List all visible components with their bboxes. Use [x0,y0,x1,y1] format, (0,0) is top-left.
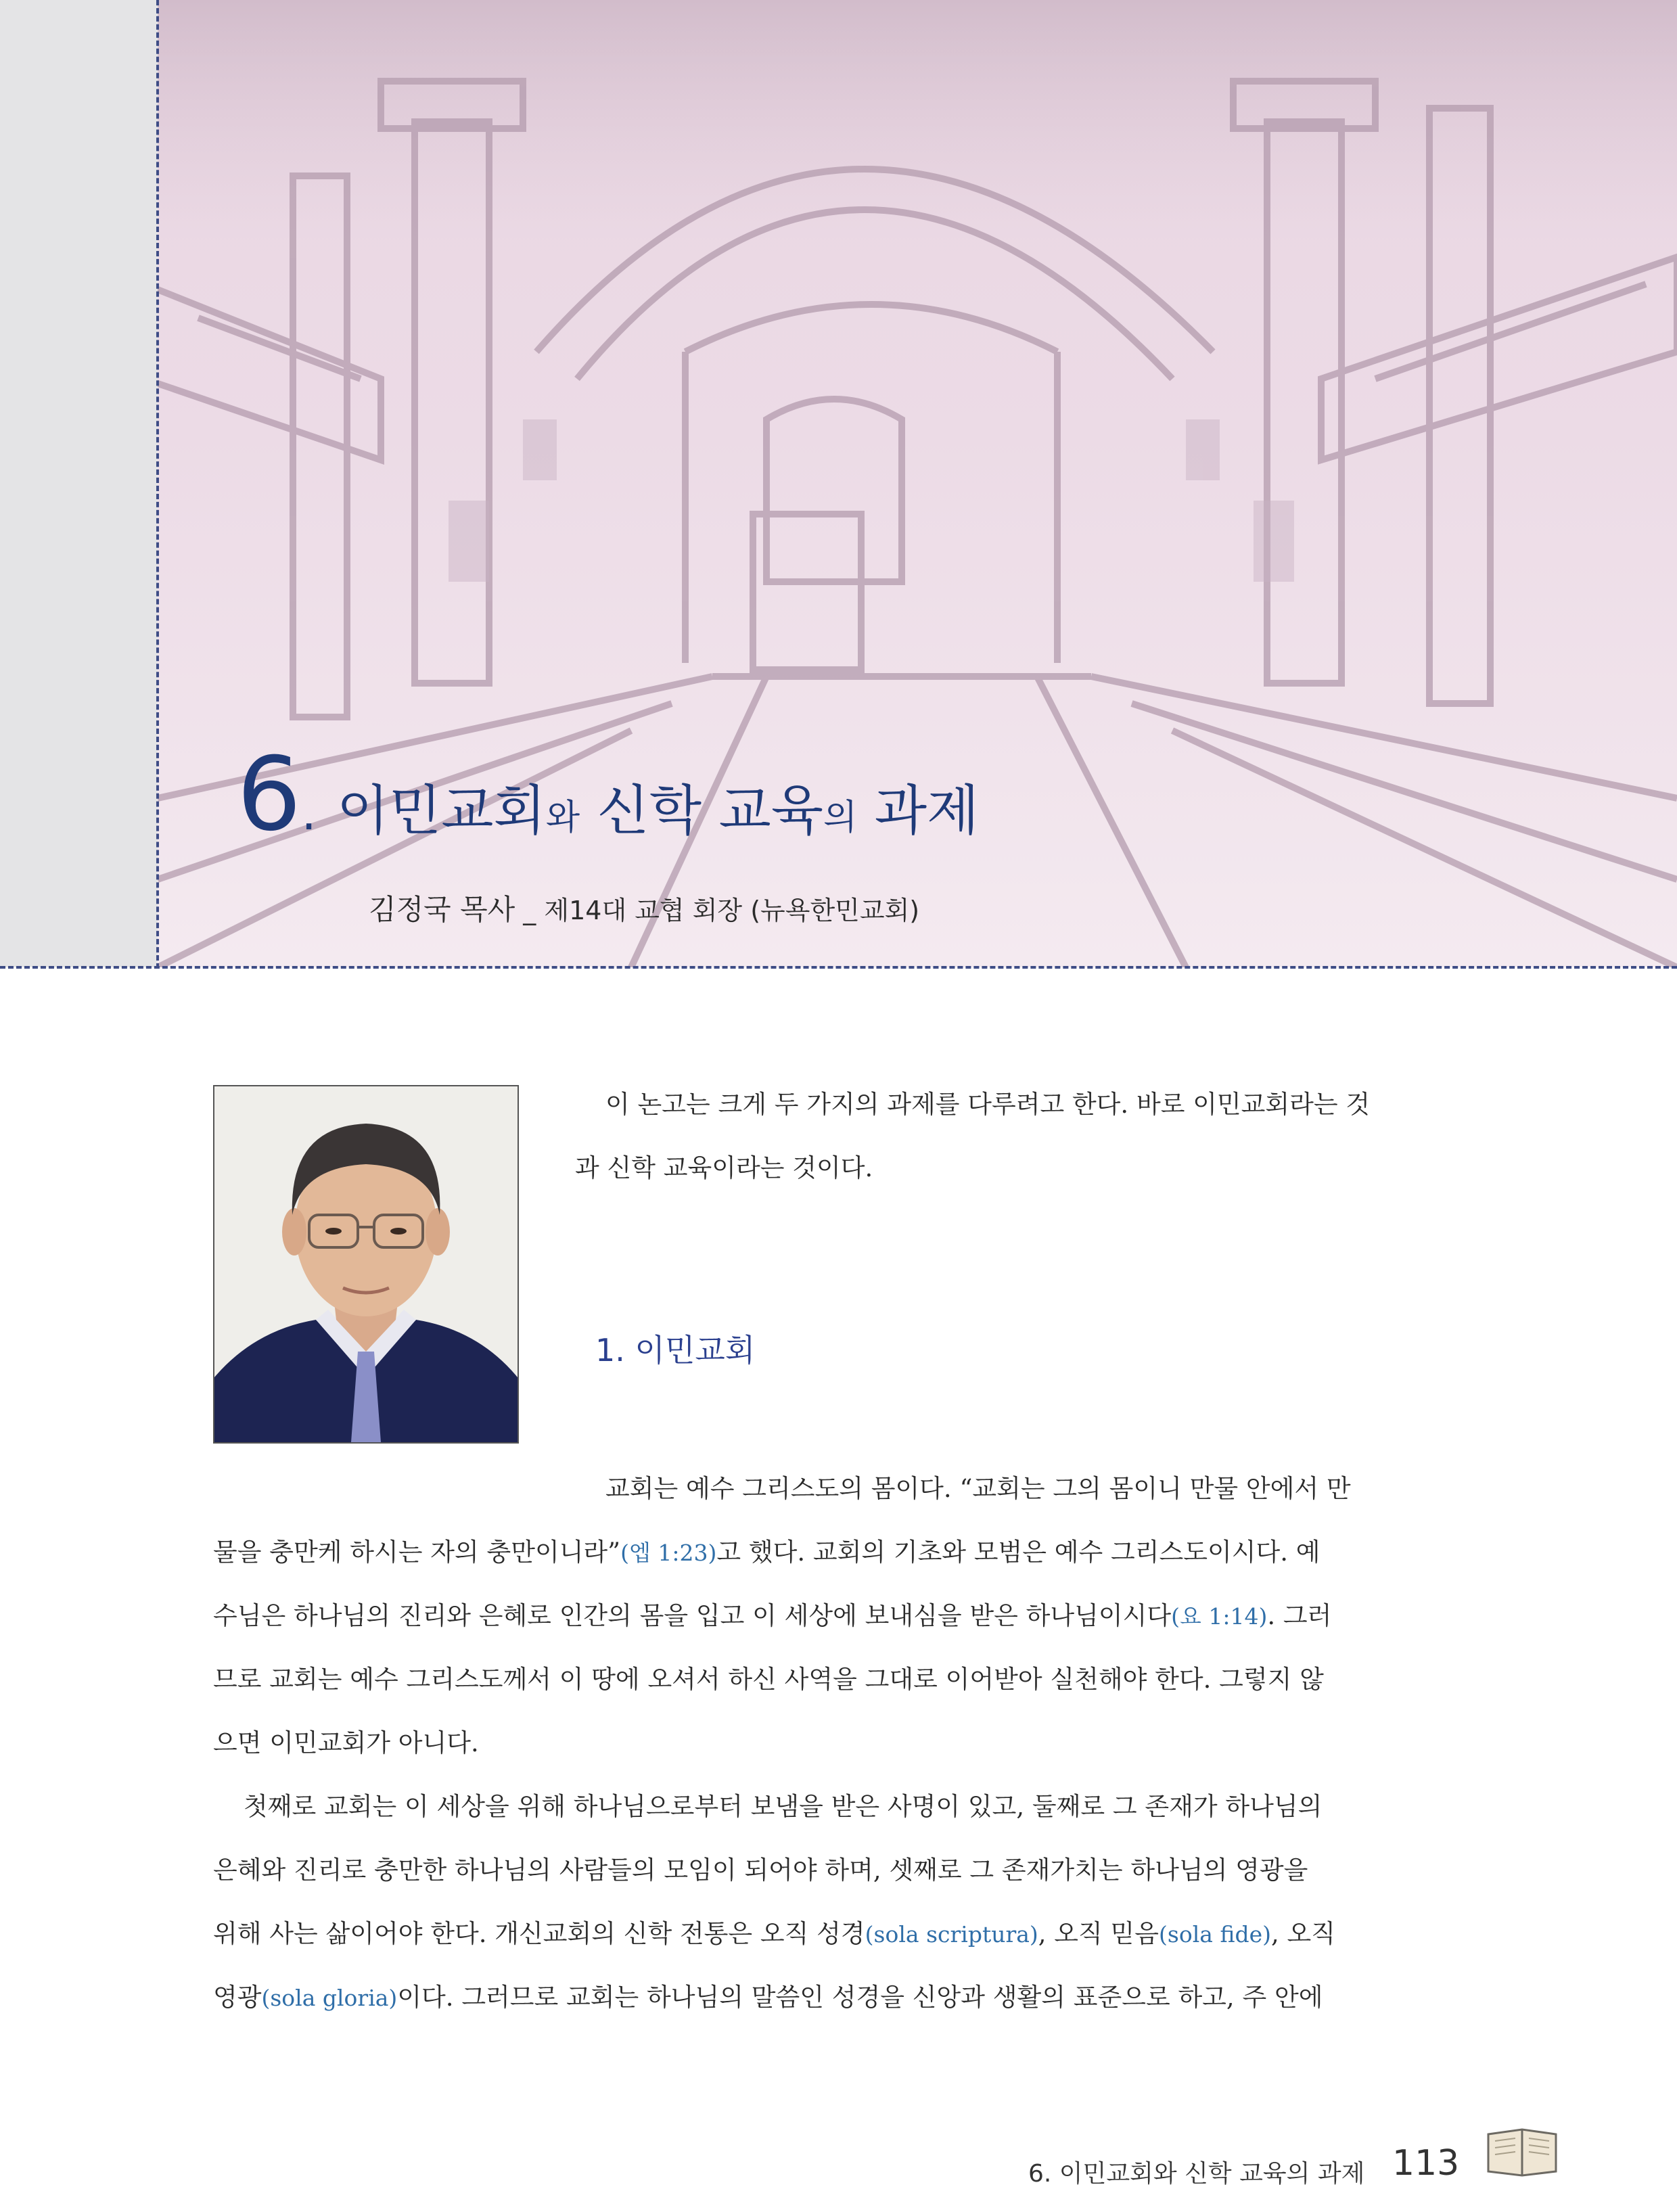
intro-line-1: 이 논고는 크게 두 가지의 과제를 다루려고 한다. 바로 이민교회라는 것 [605,1090,1371,1119]
chapter-number-dot: . [301,785,317,841]
p1-line-1: 교회는 예수 그리스도의 몸이다. “교회는 그의 몸이니 만물 안에서 만 [605,1474,1351,1503]
bible-reference: (엡 1:23) [620,1540,717,1566]
p2-line-3b: , 오직 믿음 [1038,1919,1159,1948]
page-number: 113 [1392,2143,1460,2184]
p2-line-3 [213,1902,1451,1966]
p1-line-2b: 고 했다. 교회의 기초와 모범은 예수 그리스도이시다. 예 [716,1538,1320,1567]
portrait-image [214,1086,518,1442]
latin-term: (sola scriptura) [865,1921,1038,1948]
side-strip [0,0,158,967]
author-line [369,888,919,928]
intro-line-2: 과 신학 교육이라는 것이다. [575,1153,873,1182]
latin-term: (sola fide) [1159,1921,1271,1948]
chapter-number: 6 [237,736,302,854]
p1-line-3b: . 그러 [1267,1601,1332,1630]
author-role: _ 제14대 교협 회장 (뉴욕한민교회) [515,896,920,925]
title-connector2: 의 [823,798,858,838]
p1-line-2a: 물을 충만케 하시는 자의 충만이니라” [213,1538,621,1567]
author-name: 김정국 목사 [369,893,515,926]
p2-line-1: 첫째로 교회는 이 세상을 위해 하나님으로부터 보냄을 받은 사명이 있고, 둘째로 그 존재가 하나님의 [244,1792,1323,1821]
p1-line-4: 므로 교회는 예수 그리스도께서 이 땅에 오셔서 하신 사역을 그대로 이어받아 실천해야 한다. 그렇지 않 [213,1665,1324,1694]
p2-line-2: 은혜와 진리로 충만한 하나님의 사람들의 모임이 되어야 하며, 셋째로 그 존재가치는 하나님의 영광을 [213,1856,1308,1885]
chapter-title [237,736,980,854]
p1-line-2 [213,1521,1451,1585]
bible-reference: (요 1:14) [1171,1603,1268,1630]
p2-line-4 [213,1966,1451,2030]
title-part3: 과제 [857,779,980,842]
chapter-title-text [337,767,980,845]
book-icon [1485,2124,1559,2178]
p1-line-3a: 수님은 하나님의 진리와 은혜로 인간의 몸을 입고 이 세상에 보내심을 받은 하나님이시다 [213,1601,1172,1630]
p2-line-3a: 위해 사는 삶이어야 한다. 개신교회의 신학 전통은 오직 성경 [213,1919,865,1948]
latin-term: (sola gloria) [261,1985,398,2011]
title-connector1: 와 [545,798,580,838]
p2-line-3c: , 오직 [1270,1919,1335,1948]
p2-line-4b: 이다. 그러므로 교회는 하나님의 말씀인 성경을 신앙과 생활의 표준으로 하고, 주 안에 [397,1983,1323,2012]
vertical-dashed-rule [156,0,159,969]
title-part1: 이민교회 [336,779,546,842]
horizontal-dashed-rule [0,966,1677,969]
p1-line-5: 으면 이민교회가 아니다. [213,1728,479,1757]
title-part2: 신학 교육 [580,779,824,842]
p2-line-4a: 영광 [213,1983,262,2012]
p1-line-3 [213,1584,1451,1649]
running-footer: 6. 이민교회와 신학 교육의 과제 [1028,2160,1365,2188]
author-portrait [213,1085,519,1444]
section-heading: 1. 이민교회 [595,1332,756,1368]
